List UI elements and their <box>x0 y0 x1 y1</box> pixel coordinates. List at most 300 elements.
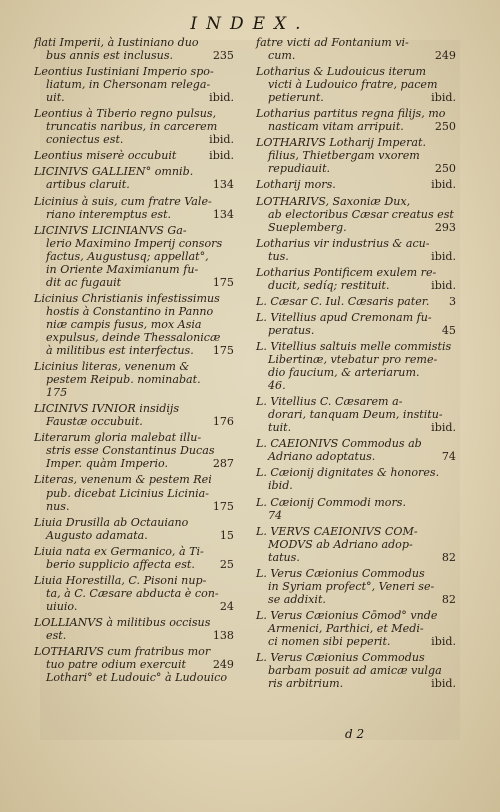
entry-text: Adriano adoptatus. <box>268 450 376 464</box>
entry-text: niæ campis fusus, mox Asia <box>46 317 202 331</box>
entry-line <box>256 450 456 463</box>
page-reference <box>230 373 234 386</box>
entry-line <box>34 149 234 162</box>
index-entry <box>34 574 234 613</box>
entry-text: Lotharius & Ludouicus iterum <box>256 65 426 79</box>
entry-line <box>34 415 234 428</box>
entry-line <box>256 677 456 690</box>
page-reference <box>230 65 234 78</box>
entry-line <box>256 178 456 191</box>
entry-line <box>256 221 456 234</box>
page-reference <box>230 165 234 178</box>
entry-text: LICINIVS LICINIANVS Ga- <box>34 223 187 237</box>
entry-text: 74 <box>268 508 283 522</box>
entry-text: Lothari° et Ludouic° à Ludouico <box>46 671 228 685</box>
entry-text: Liuia Horestilla, C. Pisoni nup- <box>34 573 207 587</box>
page-reference <box>452 538 456 551</box>
entry-text: Lotharius Pontificem exulem re- <box>256 265 437 279</box>
entry-line <box>34 107 234 120</box>
entry-line <box>34 473 234 486</box>
page-reference: 82 <box>441 550 456 564</box>
entry-text: LOTHARIVS cum fratribus mor <box>34 645 211 659</box>
entry-text: L. Verus Cæionius Commodus <box>256 566 425 580</box>
entry-line <box>256 664 456 677</box>
entry-text: liatum, in Chersonam relega- <box>46 78 211 92</box>
entry-line <box>256 340 456 353</box>
entry-text: pub. dicebat Licinius Licinia- <box>46 486 209 500</box>
entry-line <box>256 149 456 162</box>
page-reference <box>230 360 234 373</box>
index-entry <box>256 395 456 434</box>
entry-text: tuo patre odium exercuit <box>46 658 186 672</box>
entry-line <box>34 457 234 470</box>
entry-line <box>256 237 456 250</box>
entry-line <box>256 78 456 91</box>
page-reference <box>452 353 456 366</box>
entry-line <box>256 509 456 522</box>
index-entry <box>256 107 456 133</box>
entry-text: Augusto adamata. <box>46 528 148 542</box>
entry-line <box>256 379 456 392</box>
index-entry <box>34 360 234 399</box>
entry-text: Liuia nata ex Germanico, à Ti- <box>34 544 204 558</box>
page-reference: 250 <box>434 162 456 176</box>
entry-line <box>34 629 234 642</box>
entry-line <box>34 78 234 91</box>
page-reference <box>230 545 234 558</box>
page-reference <box>452 195 456 208</box>
page-reference: ibid. <box>431 634 456 648</box>
page-reference <box>230 516 234 529</box>
entry-text: Leontius Iustiniani Imperio spo- <box>34 65 214 79</box>
entry-text: stris esse Constantinus Ducas <box>46 444 215 458</box>
entry-line <box>256 353 456 366</box>
entry-text: L. Vitellius apud Cremonam fu- <box>256 310 432 324</box>
entry-line <box>34 208 234 221</box>
page-header: INDEX. <box>190 14 310 34</box>
page-reference <box>452 408 456 421</box>
entry-text: Lotharius partitus regna filijs, mo <box>256 107 446 121</box>
entry-text: expulsus, deinde Thessalonicæ <box>46 330 221 344</box>
page-reference: 249 <box>212 658 234 672</box>
entry-text: Liuia Drusilla ab Octauiano <box>34 515 189 529</box>
entry-line <box>256 622 456 635</box>
page-reference <box>452 664 456 677</box>
index-entry <box>34 292 234 357</box>
page-reference <box>452 107 456 120</box>
page-reference: 175 <box>212 344 234 358</box>
page-reference <box>452 437 456 450</box>
index-entry <box>34 149 234 162</box>
page-reference: ibid. <box>209 133 234 147</box>
entry-text: Lotharius vir industrius & acu- <box>256 236 430 250</box>
entry-text: in Oriente Maximianum fu- <box>46 262 199 276</box>
entry-text: ab electoribus Cæsar creatus est <box>268 207 454 221</box>
page-reference <box>454 208 458 221</box>
page-reference <box>230 386 234 399</box>
entry-line <box>34 36 234 49</box>
entry-text: L. Verus Cæionius Cōmod° vnde <box>256 608 438 622</box>
entry-line <box>34 165 234 178</box>
page-reference <box>230 78 234 91</box>
page-reference <box>452 509 456 522</box>
entry-line <box>34 49 234 62</box>
page-reference <box>452 340 456 353</box>
entry-line <box>34 237 234 250</box>
entry-line <box>256 120 456 133</box>
entry-line <box>34 224 234 237</box>
page-reference <box>452 311 456 324</box>
entry-text: Lotharij mors. <box>256 178 336 192</box>
page-reference <box>230 120 234 133</box>
entry-text: Sueplemberg. <box>268 220 347 234</box>
index-entry <box>34 165 234 191</box>
entry-line <box>256 567 456 580</box>
entry-text: Libertinæ, vtebatur pro reme- <box>268 353 438 367</box>
page-reference <box>230 444 234 457</box>
entry-line <box>34 373 234 386</box>
entry-line <box>34 276 234 289</box>
index-entry <box>256 437 456 463</box>
entry-line <box>34 195 234 208</box>
entry-text: Imper. quàm Imperio. <box>46 457 169 471</box>
page-reference <box>230 487 234 500</box>
page-reference <box>452 651 456 664</box>
page-reference <box>230 645 234 658</box>
page-reference: 293 <box>434 220 456 234</box>
entry-line <box>256 525 456 538</box>
entry-text: L. Vitellius saltuis melle commistis <box>256 339 452 353</box>
entry-text: pestem Reipub. nominabat. <box>46 373 201 387</box>
entry-line <box>34 331 234 344</box>
entry-text: truncatis naribus, in carcerem <box>46 120 218 134</box>
entry-line <box>34 558 234 571</box>
entry-line <box>34 487 234 500</box>
page-reference <box>452 78 456 91</box>
page-reference: 25 <box>219 557 234 571</box>
page-reference: ibid. <box>431 278 456 292</box>
entry-line <box>34 65 234 78</box>
page-reference <box>230 237 234 250</box>
index-entry <box>34 645 234 684</box>
entry-line <box>34 545 234 558</box>
entry-text: cum. <box>268 49 296 63</box>
index-entry <box>34 195 234 221</box>
entry-text: artibus claruit. <box>46 178 130 192</box>
entry-line <box>34 516 234 529</box>
entry-text: repudiauit. <box>268 162 331 176</box>
entry-line <box>256 651 456 664</box>
entry-line <box>34 386 234 399</box>
page-reference <box>452 580 456 593</box>
entry-text: ducit, sedíq; restituit. <box>268 278 390 292</box>
page-reference <box>230 616 234 629</box>
entry-line <box>34 318 234 331</box>
page-reference <box>452 496 456 509</box>
entry-line <box>34 529 234 542</box>
entry-line <box>256 408 456 421</box>
entry-line <box>34 574 234 587</box>
entry-text: Licinius literas, venenum & <box>34 360 190 374</box>
entry-text: est. <box>46 628 67 642</box>
entry-text: LICINIVS IVNIOR insidijs <box>34 402 180 416</box>
entry-line <box>34 133 234 146</box>
page-reference <box>230 292 234 305</box>
entry-text: dio faucium, & arteriarum. <box>268 366 420 380</box>
index-entry <box>256 65 456 104</box>
entry-text: LOTHARIVS, Saxoniæ Dux, <box>256 194 411 208</box>
entry-line <box>256 496 456 509</box>
page-reference <box>230 250 234 263</box>
page-reference: ibid. <box>431 677 456 691</box>
entry-text: uit. <box>46 91 65 105</box>
entry-text: MODVS ab Adriano adop- <box>268 537 413 551</box>
entry-line <box>256 279 456 292</box>
entry-line <box>256 437 456 450</box>
page-reference: 175 <box>212 275 234 289</box>
entry-line <box>256 609 456 622</box>
entry-text: 175 <box>46 386 68 400</box>
entry-text: tatus. <box>268 550 300 564</box>
page-reference <box>230 36 234 49</box>
entry-text: berio supplicio affecta est. <box>46 557 195 571</box>
page-reference <box>452 366 456 379</box>
entry-line <box>34 444 234 457</box>
entry-text: à militibus est interfectus. <box>46 344 194 358</box>
entry-line <box>256 421 456 434</box>
index-entry <box>256 36 456 62</box>
index-entry <box>34 516 234 542</box>
page-reference: 82 <box>441 592 456 606</box>
page-reference: ibid. <box>431 249 456 263</box>
entry-line <box>256 195 456 208</box>
page-reference <box>230 224 234 237</box>
entry-text: Literarum gloria malebat illu- <box>34 431 202 445</box>
entry-text: bus annis est inclusus. <box>46 49 174 63</box>
left-column <box>34 36 234 687</box>
entry-line <box>256 49 456 62</box>
entry-line <box>256 311 456 324</box>
index-entry <box>256 311 456 337</box>
index-entry <box>256 525 456 564</box>
page-reference <box>452 36 456 49</box>
entry-text: nasticam vitam arripuit. <box>268 120 404 134</box>
page-reference <box>452 237 456 250</box>
page-reference <box>230 587 234 600</box>
entry-text: barbam posuit ad amicæ vulga <box>268 664 442 678</box>
entry-line <box>34 587 234 600</box>
entry-line <box>34 658 234 671</box>
index-entry <box>34 402 234 428</box>
index-entry <box>34 65 234 104</box>
signature-mark: d 2 <box>345 727 365 741</box>
page-reference <box>452 65 456 78</box>
page-reference <box>452 266 456 279</box>
entry-line <box>34 292 234 305</box>
entry-text: LOTHARIVS Lotharij Imperat. <box>256 136 426 150</box>
page-reference <box>452 149 456 162</box>
entry-text: fatre victi ad Fontanium vi- <box>256 36 409 49</box>
page-reference: ibid. <box>431 421 456 435</box>
entry-line <box>256 635 456 648</box>
page-reference <box>452 379 456 392</box>
entry-line <box>34 431 234 444</box>
page-reference <box>452 395 456 408</box>
page-reference <box>230 318 234 331</box>
entry-line <box>34 671 234 684</box>
entry-text: L. Verus Cæionius Commodus <box>256 651 425 665</box>
entry-line <box>256 266 456 279</box>
index-entry <box>256 295 456 308</box>
entry-line <box>256 479 456 492</box>
entry-text: ibid. <box>268 479 293 493</box>
page-reference <box>230 263 234 276</box>
index-entry <box>256 466 456 492</box>
page-reference <box>452 567 456 580</box>
entry-text: nus. <box>46 499 70 513</box>
entry-text: 46. <box>268 379 286 393</box>
entry-line <box>256 250 456 263</box>
page-reference: 138 <box>212 628 234 642</box>
entry-text: Armenici, Parthici, et Medi- <box>268 621 424 635</box>
page-reference: 175 <box>212 499 234 513</box>
entry-text: factus, Augustusq; appellat°, <box>46 249 209 263</box>
entry-line <box>34 305 234 318</box>
page-reference <box>452 479 456 492</box>
page-reference <box>230 331 234 344</box>
index-entry <box>34 616 234 642</box>
index-entry <box>256 609 456 648</box>
index-entry <box>256 567 456 606</box>
index-entry <box>34 36 234 62</box>
entry-text: L. CAEIONIVS Commodus ab <box>256 437 422 451</box>
entry-line <box>256 580 456 593</box>
page-reference <box>452 136 456 149</box>
entry-text: tus. <box>268 249 289 263</box>
entry-text: L. Cæionij dignitates & honores. <box>256 466 440 480</box>
page-reference: 250 <box>434 120 456 134</box>
entry-text: ris arbitrium. <box>268 677 344 691</box>
entry-text: lerio Maximino Imperij consors <box>46 236 223 250</box>
entry-text: filius, Thietbergam vxorem <box>268 149 420 163</box>
entry-line <box>256 466 456 479</box>
page-reference <box>230 305 234 318</box>
page-reference: 287 <box>212 457 234 471</box>
entry-line <box>256 551 456 564</box>
index-entry <box>256 136 456 175</box>
entry-text: LICINIVS GALLIEN° omnib. <box>34 165 194 179</box>
entry-text: Leontius à Tiberio regno pulsus, <box>34 107 217 121</box>
entry-line <box>34 120 234 133</box>
page-reference: 134 <box>212 207 234 221</box>
page-reference <box>230 402 234 415</box>
page-reference: ibid. <box>431 178 456 192</box>
entry-text: Licinius à suis, cum fratre Vale- <box>34 194 212 208</box>
entry-text: ci nomen sibi peperit. <box>268 634 391 648</box>
page-reference <box>452 609 456 622</box>
entry-text: flati Imperii, à Iustiniano duo <box>34 36 199 49</box>
index-entry <box>34 431 234 470</box>
page-reference: 74 <box>441 450 456 464</box>
entry-line <box>34 250 234 263</box>
entry-text: Literas, venenum & pestem Rei <box>34 473 212 487</box>
page-reference <box>452 525 456 538</box>
entry-line <box>34 178 234 191</box>
entry-text: coniectus est. <box>46 133 124 147</box>
entry-text: peratus. <box>268 323 315 337</box>
entry-line <box>256 65 456 78</box>
index-entry <box>256 651 456 690</box>
entry-line <box>256 91 456 104</box>
entry-text: riano interemptus est. <box>46 207 172 221</box>
entry-line <box>34 360 234 373</box>
page-reference <box>230 473 234 486</box>
entry-line <box>256 107 456 120</box>
entry-text: in Syriam profect°, Veneri se- <box>268 579 435 593</box>
page-reference: 15 <box>219 528 234 542</box>
index-entry <box>256 237 456 263</box>
page-reference <box>452 622 456 635</box>
entry-text: L. Vitellius C. Cæsarem a- <box>256 395 403 409</box>
page-reference: ibid. <box>209 149 234 163</box>
entry-line <box>34 263 234 276</box>
entry-text: LOLLIANVS à militibus occisus <box>34 615 211 629</box>
entry-line <box>256 395 456 408</box>
index-entry <box>256 496 456 522</box>
page-reference: ibid. <box>209 91 234 105</box>
entry-text: L. Cæionij Commodi mors. <box>256 495 407 509</box>
entry-line <box>34 402 234 415</box>
page-reference: ibid. <box>431 91 456 105</box>
entry-line <box>34 91 234 104</box>
index-entry <box>34 224 234 289</box>
page-reference: 134 <box>212 178 234 192</box>
entry-text: ta, à C. Cæsare abducta è con- <box>46 586 219 600</box>
entry-line <box>34 616 234 629</box>
page-reference <box>230 107 234 120</box>
entry-text: dit ac fugauit <box>46 275 122 289</box>
entry-line <box>256 324 456 337</box>
right-column <box>256 36 456 693</box>
index-entry <box>256 340 456 392</box>
entry-text: se addixit. <box>268 592 326 606</box>
entry-line <box>34 500 234 513</box>
entry-text: victi à Ludouico fratre, pacem <box>268 78 438 92</box>
index-entry <box>34 473 234 512</box>
entry-text: L. Cæsar C. Iul. Cæsaris pater. <box>256 294 430 308</box>
page-reference: 45 <box>441 323 456 337</box>
entry-line <box>34 344 234 357</box>
entry-text: Leontius miserè occubuit <box>34 149 177 163</box>
entry-text: Faustæ occubuit. <box>46 415 143 429</box>
page-reference <box>230 195 234 208</box>
entry-text: L. VERVS CAEIONIVS COM- <box>256 524 418 538</box>
index-entry <box>256 195 456 234</box>
index-entry <box>256 266 456 292</box>
page-reference: 249 <box>434 49 456 63</box>
entry-line <box>256 208 456 221</box>
page-reference <box>230 671 234 684</box>
entry-line <box>256 593 456 606</box>
index-entry <box>34 545 234 571</box>
entry-line <box>256 295 456 308</box>
entry-line <box>256 366 456 379</box>
entry-text: Licinius Christianis infestissimus <box>34 291 220 305</box>
entry-text: hostis à Constantino in Panno <box>46 304 214 318</box>
entry-line <box>256 538 456 551</box>
page-reference: 3 <box>448 294 456 308</box>
entry-text: petierunt. <box>268 91 324 105</box>
